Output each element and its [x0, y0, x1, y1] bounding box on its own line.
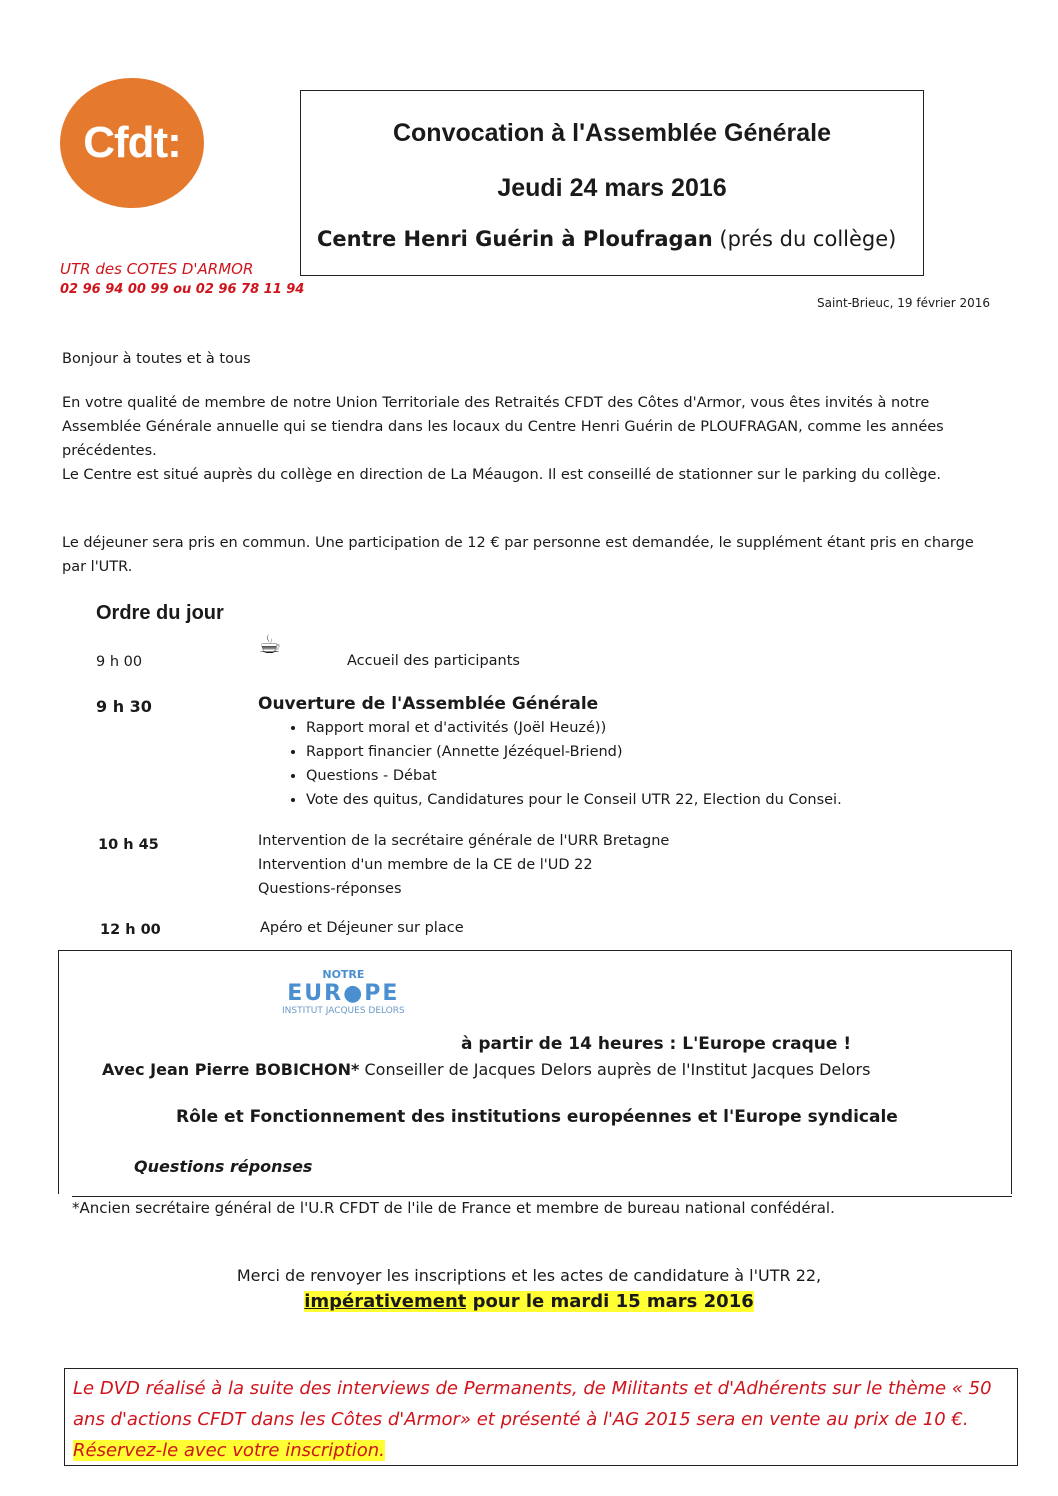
notre-europe-logo: [282, 968, 405, 1016]
agenda-bullet: • Rapport financier (Annette Jézéquel-Briend): [306, 740, 842, 764]
agenda-block-interventions: [258, 829, 669, 901]
logo-text: Cfdt:: [83, 118, 181, 167]
agenda-time: 12 h 00: [100, 922, 161, 938]
title-location: [301, 227, 923, 251]
agenda-line: Questions-réponses: [258, 881, 402, 897]
location-name: Centre Henri Guérin à Ploufragan: [317, 227, 713, 251]
logo-line: EUR●PE: [287, 981, 400, 1006]
agenda-heading: Ouverture de l'Assemblée Générale: [258, 694, 599, 714]
agenda-title: Ordre du jour: [96, 602, 224, 624]
reminder-deadline: pour le mardi 15 mars 2016: [466, 1291, 754, 1312]
paragraph-location: Le Centre est situé auprès du collège en direction de La Méaugon. Il est conseillé de stationner sur le parking du collège.: [62, 467, 941, 483]
title-line1: Convocation à l'Assemblée Générale: [392, 119, 832, 147]
letter-date: Saint-Brieuc, 19 février 2016: [817, 296, 990, 310]
logo-line: NOTRE: [322, 968, 365, 981]
logo-line: INSTITUT JACQUES DELORS: [282, 1006, 405, 1016]
agenda-time: 9 h 30: [96, 697, 152, 716]
speaker-role: Conseiller de Jacques Delors auprès de l'Institut Jacques Delors: [359, 1060, 871, 1079]
agenda-time: 10 h 45: [98, 837, 159, 853]
paragraph-lunch: Le déjeuner sera pris en commun. Une participation de 12 € par personne est demandée, le supplément étant pris en charge par l'UTR.: [62, 535, 974, 575]
greeting: Bonjour à toutes et à tous: [62, 351, 251, 367]
reminder-line1: Merci de renvoyer les inscriptions et les actes de candidature à l'UTR 22,: [236, 1266, 822, 1285]
agenda-bullet: • Vote des quitus, Candidatures pour le Conseil UTR 22, Election du Consei.: [306, 788, 842, 812]
speaker-footnote: *Ancien secrétaire général de l'U.R CFDT de l'ile de France et membre de bureau national confédéral.: [72, 1196, 1012, 1217]
reminder-line2: [0, 1291, 1058, 1312]
title-box: [300, 90, 924, 276]
afternoon-title: à partir de 14 heures : L'Europe craque !: [461, 1034, 852, 1054]
location-note: (prés du collège): [712, 227, 897, 251]
speaker-line: [102, 1060, 870, 1079]
agenda-text: Accueil des participants: [347, 653, 520, 669]
speaker-name: Avec Jean Pierre BOBICHON*: [102, 1060, 360, 1079]
paragraph-invitation: En votre qualité de membre de notre Union Territoriale des Retraités CFDT des Côtes d'Armor, vous êtes invités à notre Assemblée Générale annuelle qui se tiendra dans les locaux du Centre Henri Guérin de PLOUFRAGAN, comme les années précédentes.: [62, 395, 944, 459]
organization-info: [60, 260, 304, 297]
org-phones: 02 96 94 00 99 ou 02 96 78 11 94: [60, 282, 305, 297]
agenda-line: Intervention d'un membre de la CE de l'UD 22: [258, 857, 593, 873]
dvd-notice: [64, 1368, 1018, 1466]
dvd-highlight: Réservez-le avec votre inscription.: [73, 1440, 385, 1461]
questions-answers: Questions réponses: [134, 1157, 313, 1176]
agenda-line: Intervention de la secrétaire générale de l'URR Bretagne: [258, 833, 670, 849]
coffee-cup-icon: ☕: [258, 630, 282, 660]
agenda-bullet: • Rapport moral et d'activités (Joël Heuzé)): [306, 716, 842, 740]
title-date: Jeudi 24 mars 2016: [497, 174, 727, 202]
agenda-block-opening: [258, 692, 842, 812]
org-name: UTR des COTES D'ARMOR: [60, 260, 254, 278]
agenda-text: Apéro et Déjeuner sur place: [260, 920, 464, 936]
agenda-time: 9 h 00: [96, 654, 143, 670]
session-topic: Rôle et Fonctionnement des institutions européennes et l'Europe syndicale: [176, 1107, 898, 1127]
reminder-emphasis: impérativement: [304, 1291, 467, 1312]
agenda-bullet: • Questions - Débat: [306, 764, 842, 788]
cfdt-logo: [60, 78, 204, 208]
dvd-text: Le DVD réalisé à la suite des interviews de Permanents, de Militants et d'Adhérents sur le thème « 50 ans d'actions CFDT dans les Côtes d'Armor» et présenté à l'AG 2015 sera en vente au prix de 10 €.: [73, 1378, 992, 1430]
